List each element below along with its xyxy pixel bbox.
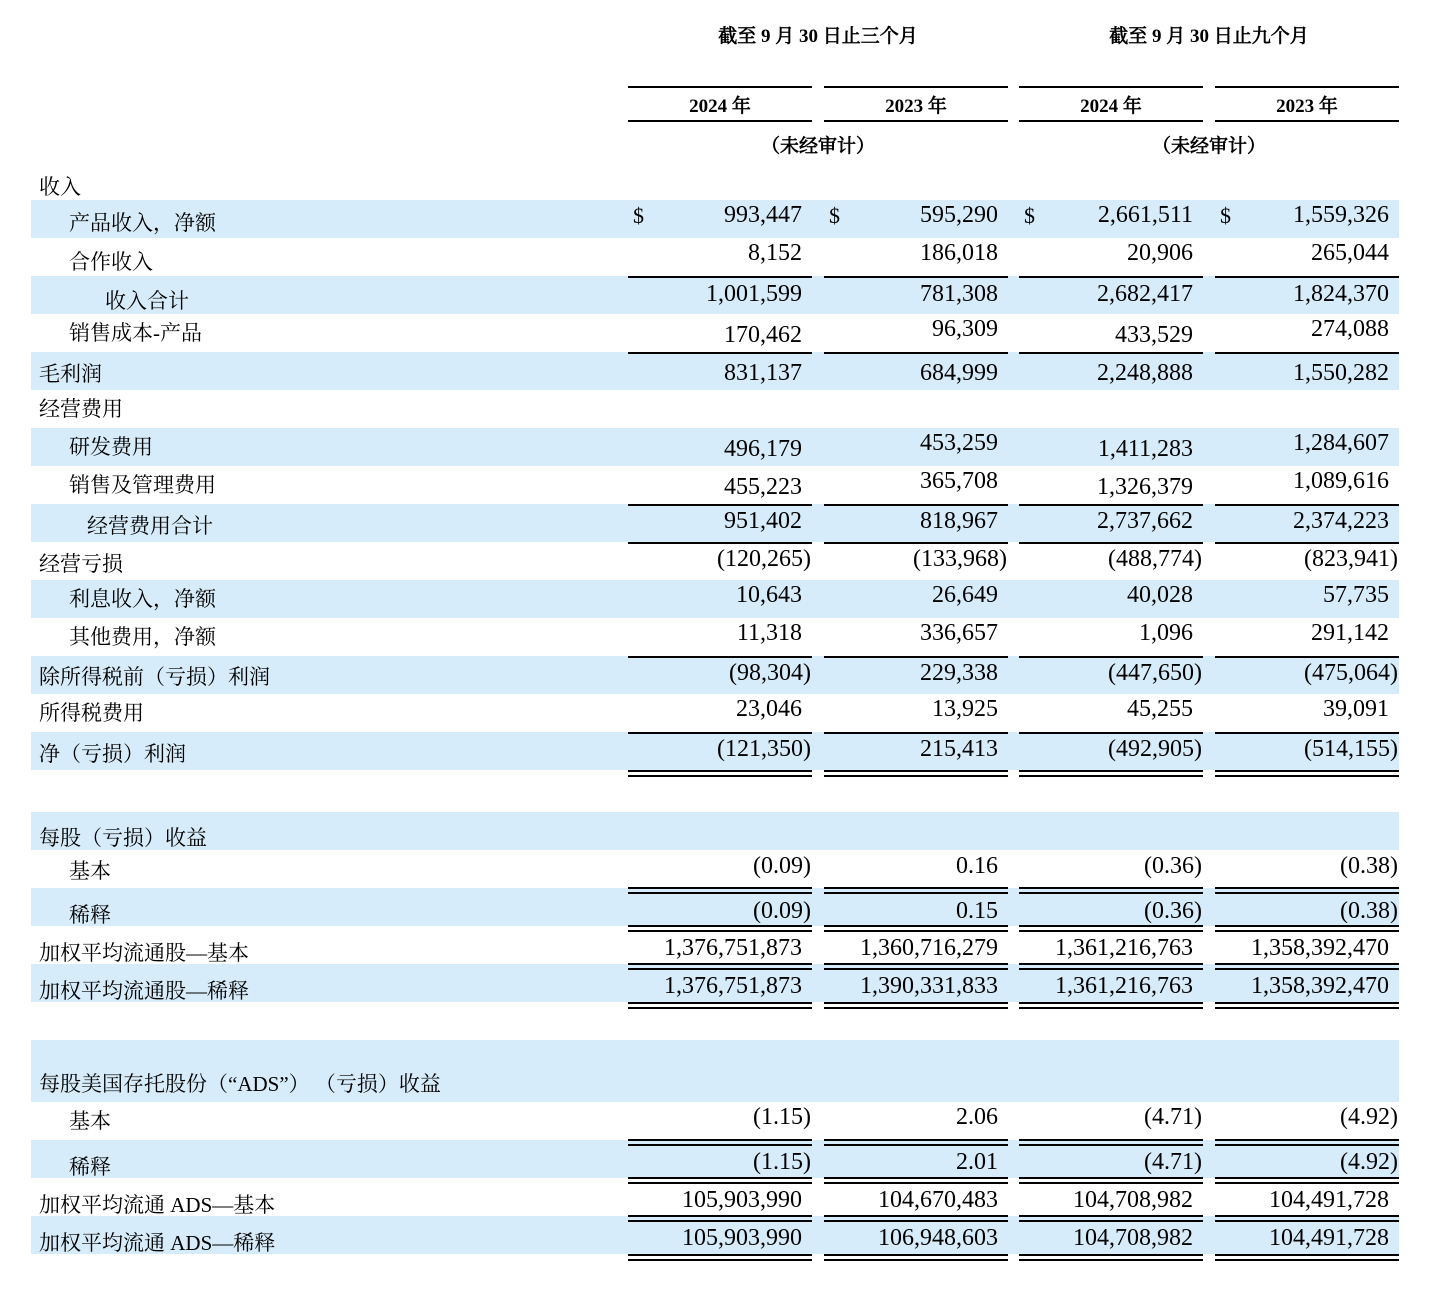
row-label: 产品收入，净额 [69,211,216,235]
row-label: 利息收入，净额 [69,587,216,611]
value-cell: (447,650) [1108,660,1202,686]
subtotal-rule [824,732,1008,734]
value-cell: 104,491,728 [1269,1225,1389,1251]
value-cell: 45,255 [1127,696,1193,722]
value-cell: 1,089,616 [1293,468,1389,494]
value-cell: 105,903,990 [682,1187,802,1213]
value-cell: 2,374,223 [1293,508,1389,534]
total-double-rule [628,770,812,777]
value-cell: 1,376,751,873 [664,973,802,999]
value-cell: 1,550,282 [1293,360,1389,386]
subtotal-rule [1215,656,1399,658]
value-cell: 105,903,990 [682,1225,802,1251]
subtotal-rule [824,352,1008,354]
value-cell: 291,142 [1311,620,1389,646]
value-cell: 1,358,392,470 [1251,973,1389,999]
value-cell: 26,649 [932,582,998,608]
value-cell: 1,559,326 [1293,202,1389,228]
subtotal-rule [1019,732,1203,734]
row-label: 基本 [69,1109,111,1133]
value-cell: 433,529 [1115,322,1193,348]
total-double-rule [1215,963,1399,970]
value-cell: 23,046 [736,696,802,722]
value-cell: (4.71) [1144,1149,1202,1175]
header-rule [1215,120,1399,122]
subtotal-rule [824,656,1008,658]
row-band [31,428,1399,466]
value-cell: 831,137 [724,360,802,386]
value-cell: 336,657 [920,620,998,646]
total-double-rule [1019,1002,1203,1009]
value-cell: 2.01 [956,1149,998,1175]
value-cell: 2,682,417 [1097,281,1193,307]
value-cell: 229,338 [920,660,998,686]
col-header-2024-9m: 2024 年 [1080,96,1142,117]
value-cell: (120,265) [717,546,811,572]
period-header-nine-months: 截至 9 月 30 日止九个月 [1109,26,1309,47]
total-double-rule [824,1002,1008,1009]
row-label: 基本 [69,859,111,883]
total-double-rule [1215,1177,1399,1184]
value-cell: (0.09) [753,853,811,879]
value-cell: 215,413 [920,736,998,762]
row-label: 其他费用，净额 [69,625,216,649]
value-cell: 104,708,982 [1073,1225,1193,1251]
total-double-rule [824,1215,1008,1222]
header-rule [824,120,1008,122]
value-cell: 496,179 [724,436,802,462]
value-cell: 453,259 [920,430,998,456]
currency-symbol: $ [829,203,840,228]
currency-symbol: $ [633,203,644,228]
row-label: 稀释 [69,1155,111,1179]
row-band [31,504,1399,542]
total-double-rule [628,1177,812,1184]
value-cell: 455,223 [724,474,802,500]
value-cell: 104,708,982 [1073,1187,1193,1213]
value-cell: 11,318 [736,620,802,646]
value-cell: (514,155) [1304,736,1398,762]
value-cell: (0.09) [753,898,811,924]
total-double-rule [1215,770,1399,777]
total-double-rule [628,925,812,932]
subtotal-rule [1019,352,1203,354]
total-double-rule [628,1002,812,1009]
value-cell: 1,361,216,763 [1055,935,1193,961]
section-label-ads: 每股美国存托股份（“ADS”） （亏损）收益 [39,1072,441,1096]
value-cell: 2,661,511 [1097,202,1193,228]
total-double-rule [1215,887,1399,894]
row-band [31,200,1399,238]
value-cell: (4.71) [1144,1104,1202,1130]
total-double-rule [824,887,1008,894]
section-label-opex: 经营费用 [39,397,123,421]
header-rule [628,86,812,88]
row-label: 研发费用 [69,435,153,459]
value-cell: 170,462 [724,322,802,348]
total-double-rule [628,1215,812,1222]
value-cell: 8,152 [748,240,802,266]
value-cell: (0.36) [1144,898,1202,924]
row-label: 稀释 [69,903,111,927]
header-rule [824,86,1008,88]
subtotal-rule [1215,542,1399,544]
value-cell: 96,309 [932,316,998,342]
currency-symbol: $ [1024,203,1035,228]
value-cell: 1,360,716,279 [860,935,998,961]
currency-symbol: $ [1220,203,1231,228]
row-band [31,580,1399,618]
header-rule [1215,86,1399,88]
total-double-rule [824,1254,1008,1261]
total-double-rule [628,887,812,894]
total-double-rule [1215,1254,1399,1261]
total-double-rule [824,925,1008,932]
value-cell: 1,326,379 [1097,474,1193,500]
value-cell: (475,064) [1304,660,1398,686]
total-double-rule [1019,925,1203,932]
value-cell: 1,411,283 [1097,436,1193,462]
value-cell: 1,284,607 [1293,430,1389,456]
subtotal-rule [1019,542,1203,544]
row-label: 合作收入 [69,250,153,274]
value-cell: 1,824,370 [1293,281,1389,307]
subtotal-rule [1215,276,1399,278]
subtotal-rule [824,276,1008,278]
total-double-rule [1215,925,1399,932]
subtotal-rule [1019,276,1203,278]
total-double-rule [1215,1215,1399,1222]
value-cell: 265,044 [1311,240,1389,266]
subtotal-rule [1019,504,1203,506]
value-cell: 1,096 [1139,620,1193,646]
row-label: 加权平均流通股—稀释 [39,979,249,1003]
header-rule [1019,120,1203,122]
period-header-three-months: 截至 9 月 30 日止三个月 [718,26,918,47]
subtotal-rule [628,276,812,278]
value-cell: 2.06 [956,1104,998,1130]
total-double-rule [1215,1139,1399,1146]
value-cell: (98,304) [729,660,811,686]
total-double-rule [1215,1002,1399,1009]
value-cell: 13,925 [932,696,998,722]
total-double-rule [824,963,1008,970]
total-double-rule [1019,1215,1203,1222]
value-cell: (4.92) [1340,1149,1398,1175]
value-cell: 951,402 [724,508,802,534]
value-cell: 186,018 [920,240,998,266]
value-cell: (1.15) [753,1149,811,1175]
total-double-rule [1019,1254,1203,1261]
row-label: 经营费用合计 [87,514,213,538]
col-header-2023-9m: 2023 年 [1276,96,1338,117]
row-label: 销售及管理费用 [69,473,216,497]
value-cell: 684,999 [920,360,998,386]
col-header-2024-3m: 2024 年 [689,96,751,117]
header-rule [628,120,812,122]
value-cell: 274,088 [1311,316,1389,342]
value-cell: 106,948,603 [878,1225,998,1251]
value-cell: 1,376,751,873 [664,935,802,961]
value-cell: (492,905) [1108,736,1202,762]
total-double-rule [628,963,812,970]
value-cell: (0.38) [1340,853,1398,879]
total-double-rule [628,1139,812,1146]
row-label: 除所得税前（亏损）利润 [39,665,270,689]
value-cell: 595,290 [920,202,998,228]
total-double-rule [1019,1177,1203,1184]
value-cell: 104,491,728 [1269,1187,1389,1213]
value-cell: 39,091 [1323,696,1389,722]
subtotal-rule [1019,656,1203,658]
value-cell: 2,248,888 [1097,360,1193,386]
value-cell: 781,308 [920,281,998,307]
row-label: 加权平均流通股—基本 [39,941,249,965]
value-cell: 818,967 [920,508,998,534]
row-label: 经营亏损 [39,552,123,576]
value-cell: 104,670,483 [878,1187,998,1213]
value-cell: 1,358,392,470 [1251,935,1389,961]
row-label: 加权平均流通 ADS—基本 [39,1193,276,1217]
value-cell: (133,968) [913,546,1007,572]
header-rule [1019,86,1203,88]
subtotal-rule [1215,504,1399,506]
section-label-revenue: 收入 [39,175,81,199]
total-double-rule [1019,770,1203,777]
row-label: 销售成本-产品 [69,321,202,345]
value-cell: 0.16 [956,853,998,879]
row-label: 加权平均流通 ADS—稀释 [39,1231,276,1255]
total-double-rule [1019,887,1203,894]
value-cell: 2,737,662 [1097,508,1193,534]
row-band [31,812,1399,850]
total-double-rule [824,1177,1008,1184]
value-cell: 365,708 [920,468,998,494]
value-cell: 0.15 [956,898,998,924]
row-label: 净（亏损）利润 [39,742,186,766]
row-label: 所得税费用 [39,701,144,725]
total-double-rule [628,1254,812,1261]
row-label: 毛利润 [39,362,102,386]
value-cell: (823,941) [1304,546,1398,572]
unaudited-label: （未经审计） [760,136,875,157]
total-double-rule [824,1139,1008,1146]
value-cell: 993,447 [724,202,802,228]
col-header-2023-3m: 2023 年 [885,96,947,117]
value-cell: 20,906 [1127,240,1193,266]
value-cell: 57,735 [1323,582,1389,608]
value-cell: (488,774) [1108,546,1202,572]
subtotal-rule [824,542,1008,544]
value-cell: 1,390,331,833 [860,973,998,999]
value-cell: 10,643 [736,582,802,608]
unaudited-label: （未经审计） [1151,136,1266,157]
row-band [31,352,1399,390]
total-double-rule [1019,1139,1203,1146]
row-label: 收入合计 [105,289,189,313]
total-double-rule [824,770,1008,777]
value-cell: 1,361,216,763 [1055,973,1193,999]
subtotal-rule [1215,352,1399,354]
value-cell: 40,028 [1127,582,1193,608]
subtotal-rule [628,656,812,658]
value-cell: (121,350) [717,736,811,762]
value-cell: (4.92) [1340,1104,1398,1130]
subtotal-rule [628,542,812,544]
subtotal-rule [628,352,812,354]
value-cell: (0.36) [1144,853,1202,879]
subtotal-rule [628,732,812,734]
section-label-eps: 每股（亏损）收益 [39,826,207,850]
subtotal-rule [628,504,812,506]
value-cell: (1.15) [753,1104,811,1130]
subtotal-rule [824,504,1008,506]
total-double-rule [1019,963,1203,970]
subtotal-rule [1215,732,1399,734]
value-cell: (0.38) [1340,898,1398,924]
value-cell: 1,001,599 [706,281,802,307]
